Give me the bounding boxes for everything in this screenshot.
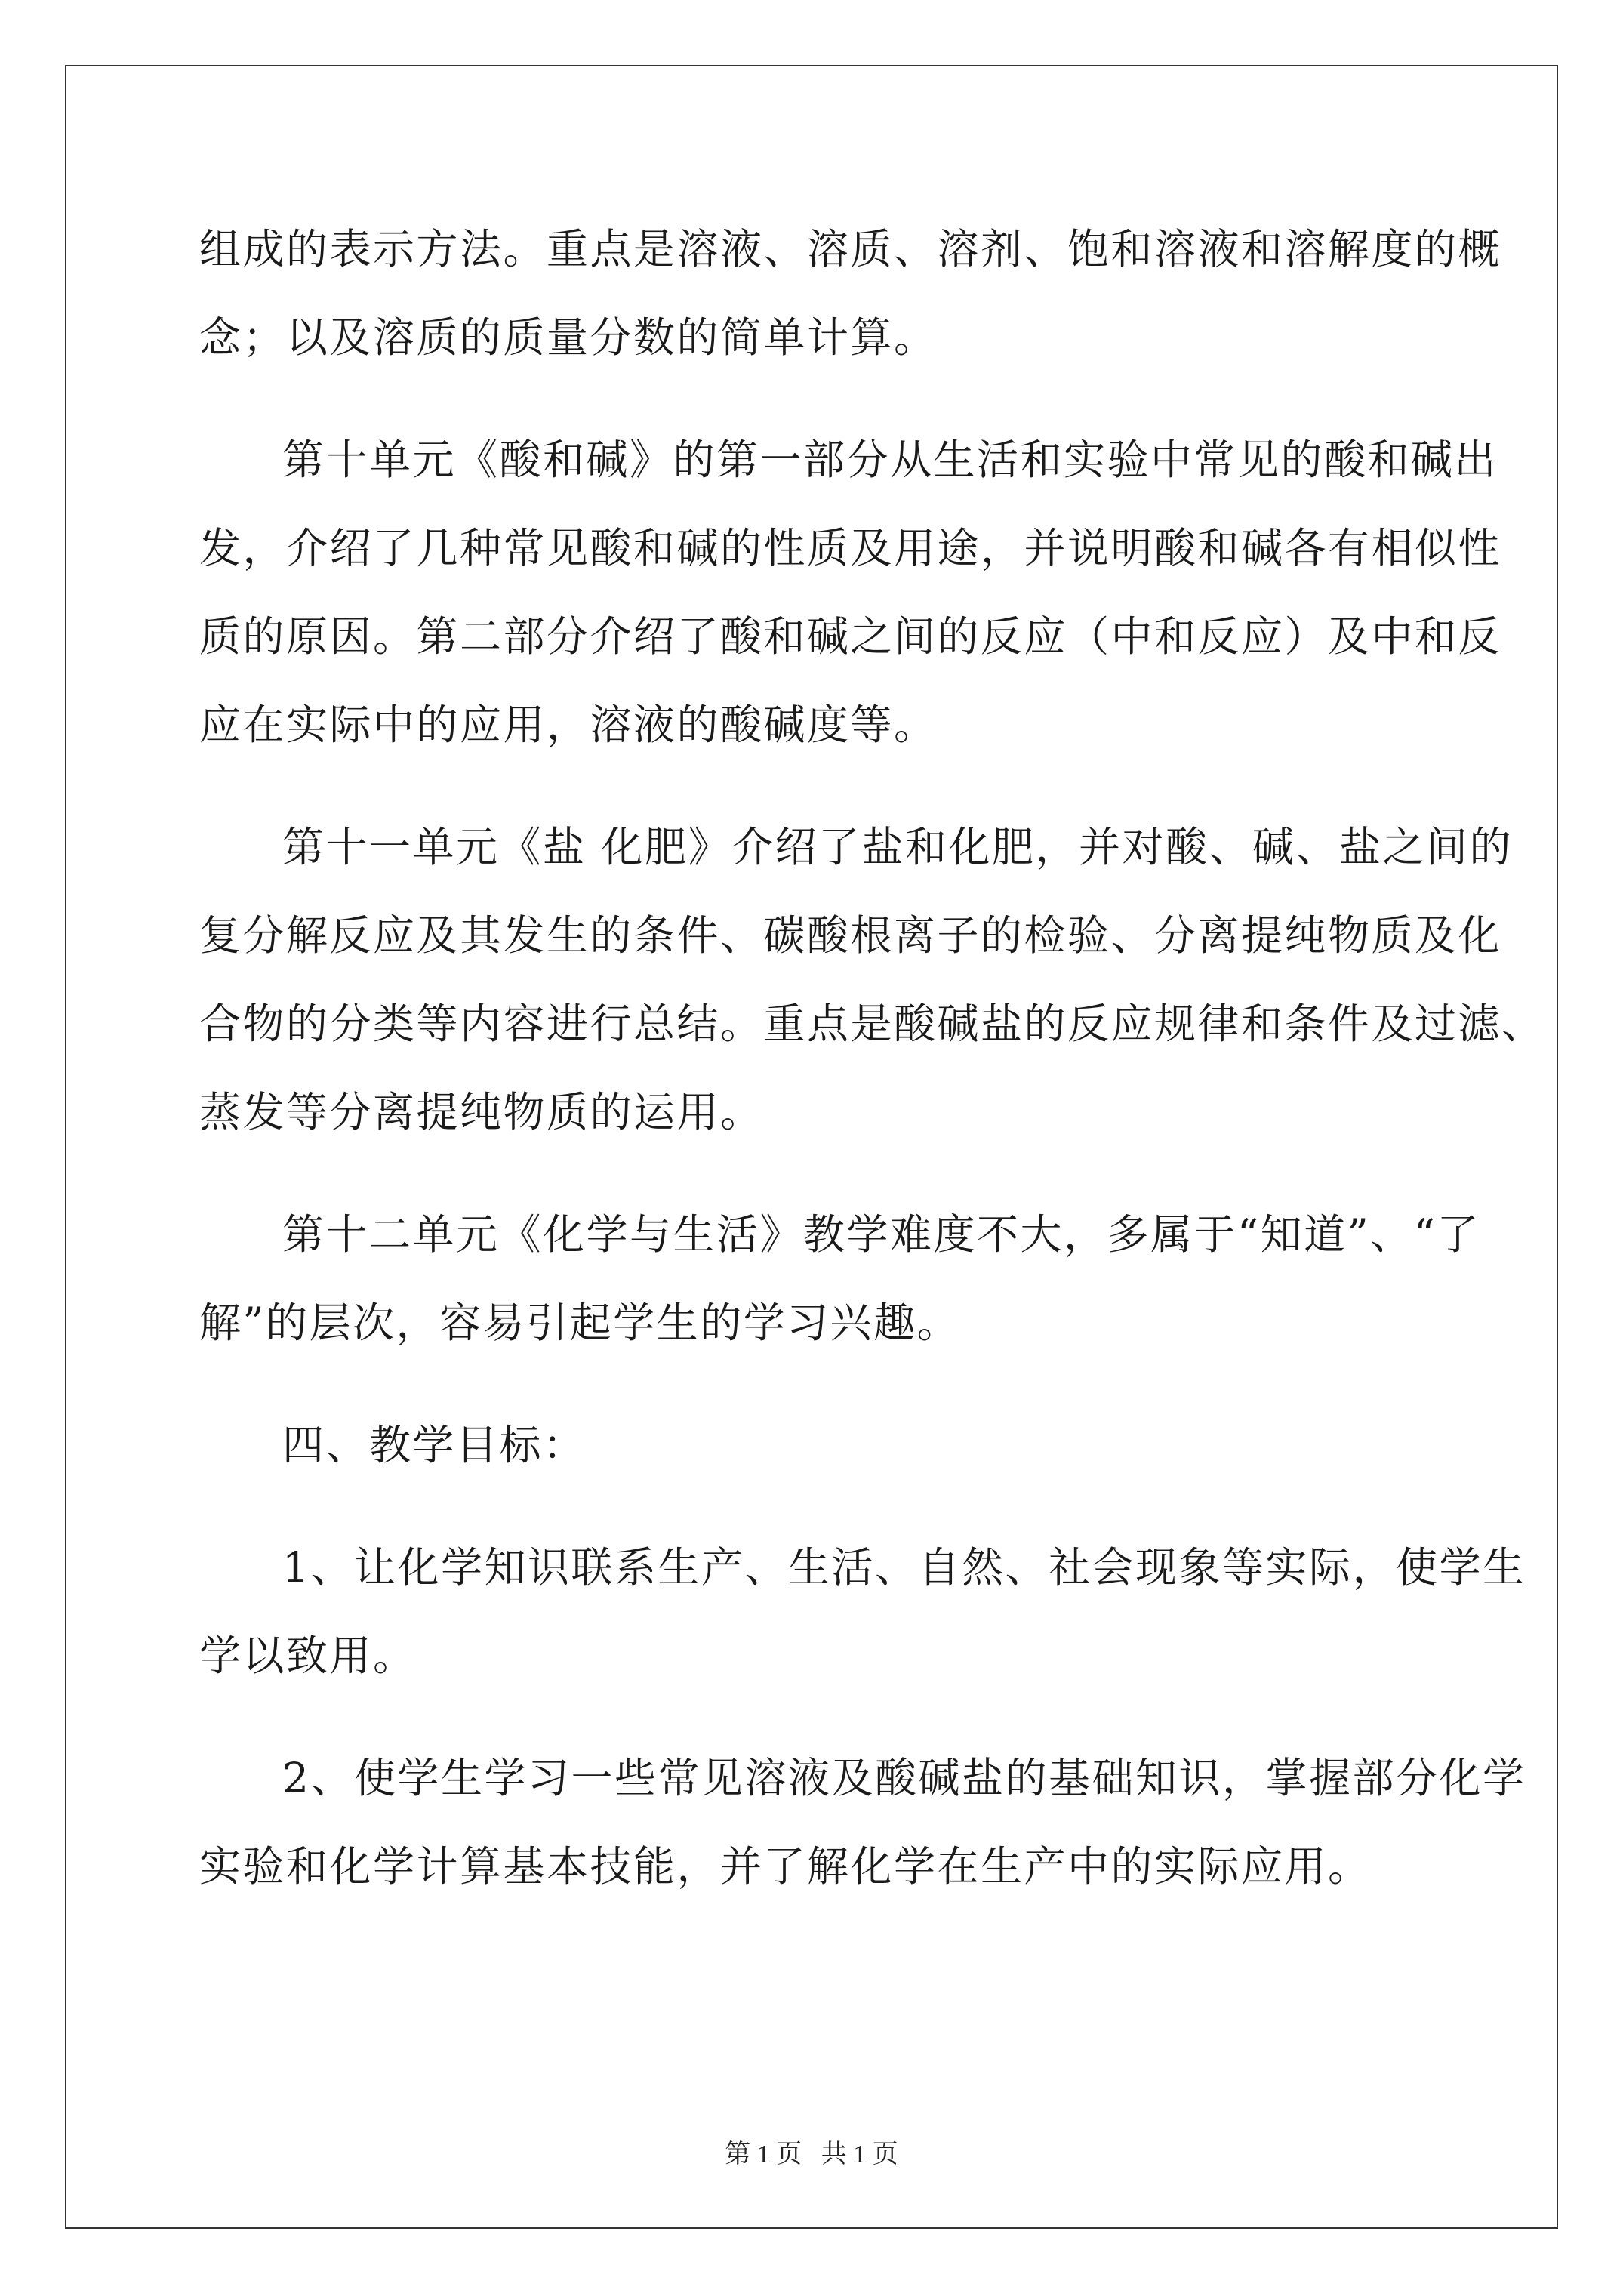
text-line: 蒸发等分离提纯物质的运用。 <box>199 1088 764 1136</box>
paragraph <box>199 219 1502 396</box>
list-item <box>199 1748 1526 1925</box>
list-item <box>199 1537 1526 1714</box>
text-line: 第十单元《酸和碱》的第一部分从生活和实验中常见的酸和碱出 <box>282 436 1498 484</box>
text-line: 学以致用。 <box>199 1632 417 1680</box>
section-heading <box>199 1415 1433 1503</box>
text-line: 念；以及溶质的质量分数的简单计算。 <box>199 313 938 362</box>
paragraph <box>199 817 1545 1170</box>
text-line: 发，介绍了几种常见酸和碱的性质及用途，并说明酸和碱各有相似性 <box>199 524 1502 572</box>
text-line: 应在实际中的应用，溶液的酸碱度等。 <box>199 701 938 749</box>
text-line: 复分解反应及其发生的条件、碳酸根离子的检验、分离提纯物质及化 <box>199 911 1502 960</box>
text-line: 第十一单元《盐 化肥》介绍了盐和化肥，并对酸、碱、盐之间的 <box>282 823 1513 871</box>
text-line: 合物的分类等内容进行总结。重点是酸碱盐的反应规律和条件及过滤、 <box>199 1000 1545 1048</box>
document-body <box>199 219 1545 1925</box>
paragraph <box>199 430 1502 783</box>
paragraph <box>199 1204 1480 1381</box>
text-line: 组成的表示方法。重点是溶液、溶质、溶剂、饱和溶液和溶解度的概 <box>199 225 1502 273</box>
text-line: 实验和化学计算基本技能，并了解化学在生产中的实际应用。 <box>199 1842 1372 1891</box>
text-line: 2、使学生学习一些常见溶液及酸碱盐的基础知识，掌握部分化学 <box>282 1754 1526 1802</box>
text-line: 1、让化学知识联系生产、生活、自然、社会现象等实际，使学生 <box>282 1543 1526 1592</box>
text-line: 解”的层次，容易引起学生的学习兴趣。 <box>199 1299 961 1347</box>
text-line: 质的原因。第二部分介绍了酸和碱之间的反应（中和反应）及中和反 <box>199 612 1502 661</box>
text-line: 四、教学目标： <box>282 1421 587 1469</box>
text-line: 第十二单元《化学与生活》教学难度不大，多属于“知道”、“了 <box>282 1210 1480 1259</box>
page-number-footer: 第 1 页 共 1 页 <box>725 2140 898 2168</box>
